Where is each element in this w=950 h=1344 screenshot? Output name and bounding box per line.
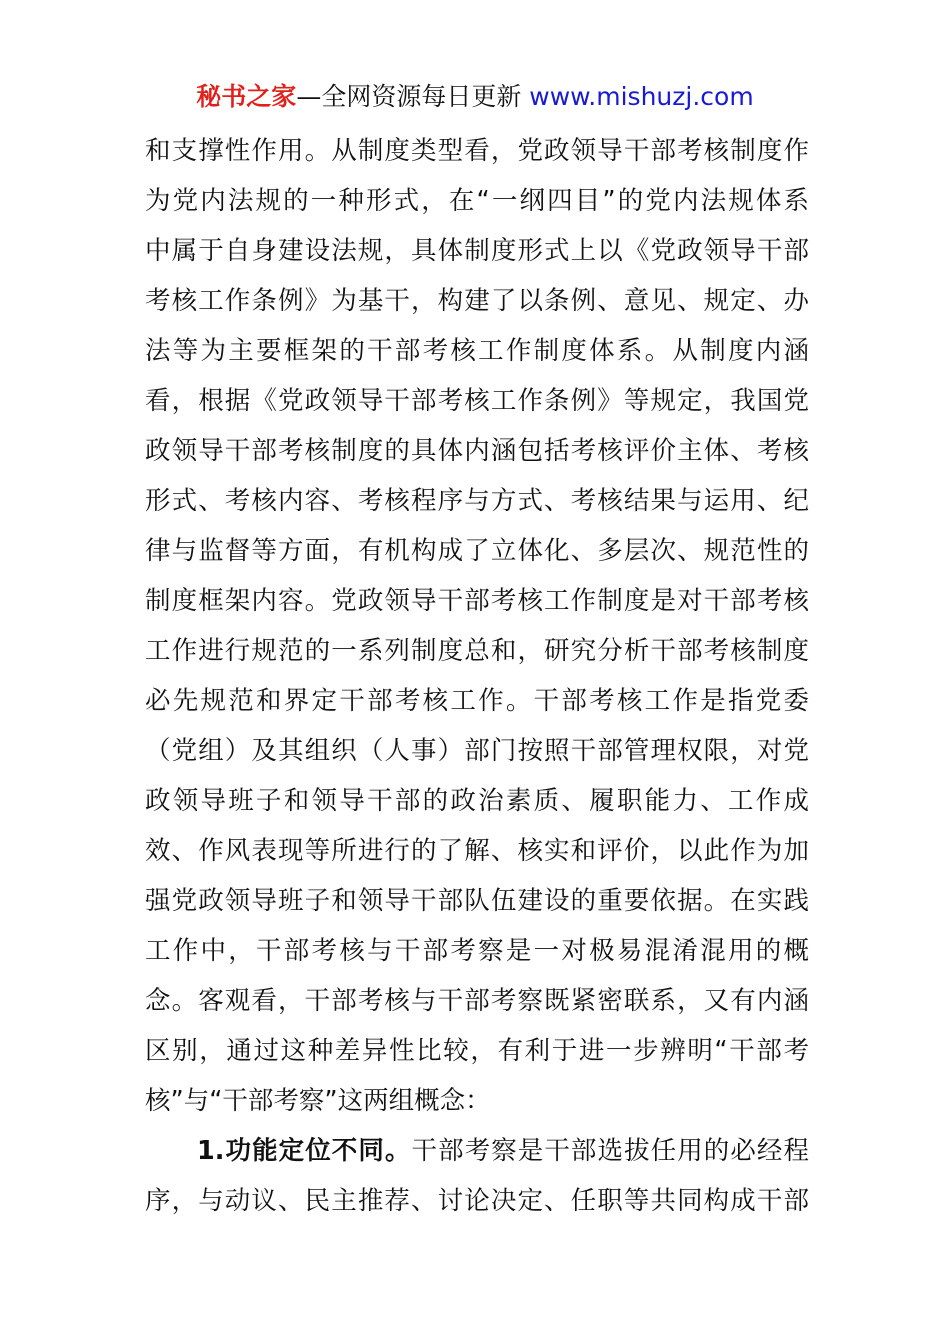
text-line: 工作进行规范的一系列制度总和，研究分析干部考核制度 bbox=[145, 636, 809, 666]
text-line: 和支撑性作用。从制度类型看，党政领导干部考核制度作 bbox=[145, 136, 809, 166]
text-line: （党组）及其组织（人事）部门按照干部管理权限，对党 bbox=[145, 736, 809, 766]
text-line: 念。客观看，干部考核与干部考察既紧密联系，又有内涵 bbox=[145, 986, 809, 1016]
text-line: 工作中，干部考核与干部考察是一对极易混淆混用的概 bbox=[145, 936, 809, 966]
text-line: 序，与动议、民主推荐、讨论决定、任职等共同构成干部 bbox=[145, 1186, 809, 1216]
text-line: 政领导班子和领导干部的政治素质、履职能力、工作成 bbox=[145, 786, 809, 816]
text-line: 效、作风表现等所进行的了解、核实和评价，以此作为加 bbox=[145, 836, 809, 866]
paragraph-1 bbox=[145, 126, 809, 1126]
text-line: 看，根据《党政领导干部考核工作条例》等规定，我国党 bbox=[145, 386, 809, 416]
section-heading: 1.功能定位不同。 bbox=[197, 1136, 412, 1166]
text-line: 形式、考核内容、考核程序与方式、考核结果与运用、纪 bbox=[145, 486, 809, 516]
text-line: 必先规范和界定干部考核工作。干部考核工作是指党委 bbox=[145, 686, 809, 716]
text-line bbox=[145, 1126, 809, 1176]
text-line: 区别，通过这种差异性比较，有利于进一步辨明“干部考 bbox=[145, 1036, 809, 1066]
text-line: 中属于自身建设法规，具体制度形式上以《党政领导干部 bbox=[145, 236, 809, 266]
paragraph-2 bbox=[145, 1126, 809, 1226]
document-body bbox=[145, 126, 809, 1226]
site-url-link[interactable]: www.mishuzj.com bbox=[529, 82, 754, 111]
text-line: 强党政领导班子和领导干部队伍建设的重要依据。在实践 bbox=[145, 886, 809, 916]
text-line: 考核工作条例》为基干，构建了以条例、意见、规定、办 bbox=[145, 286, 809, 316]
site-brand: 秘书之家 bbox=[196, 82, 297, 111]
text-line: 律与监督等方面，有机构成了立体化、多层次、规范性的 bbox=[145, 536, 809, 566]
text-line: 核”与“干部考察”这两组概念： bbox=[145, 1086, 491, 1116]
text-line: 为党内法规的一种形式，在“一纲四目”的党内法规体系 bbox=[145, 186, 809, 216]
text-span: 干部考察是干部选拔任用的必经程 bbox=[411, 1136, 809, 1166]
site-tagline: —全网资源每日更新 bbox=[296, 82, 530, 111]
text-line: 制度框架内容。党政领导干部考核工作制度是对干部考核 bbox=[145, 586, 809, 616]
page-header bbox=[0, 80, 950, 114]
text-line: 法等为主要框架的干部考核工作制度体系。从制度内涵 bbox=[145, 336, 809, 366]
text-line: 政领导干部考核制度的具体内涵包括考核评价主体、考核 bbox=[145, 436, 809, 466]
